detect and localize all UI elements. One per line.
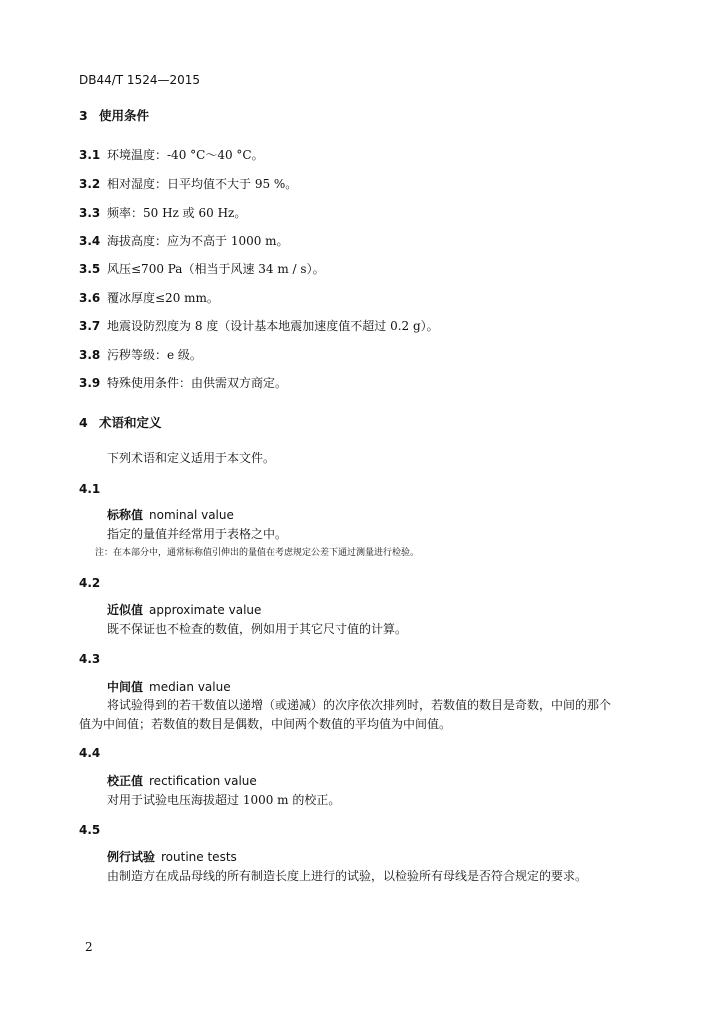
clause-3-1 bbox=[79, 149, 264, 161]
term-4-4 bbox=[107, 775, 257, 787]
clause-text: 海拔高度：应为不高于 1000 m。 bbox=[107, 234, 289, 248]
term-chinese: 近似值 bbox=[107, 603, 144, 617]
clause-number: 3.7 bbox=[79, 319, 101, 333]
clause-number: 3.9 bbox=[79, 376, 101, 390]
term-4-3 bbox=[107, 681, 231, 693]
term-4-2 bbox=[107, 604, 261, 616]
term-english: approximate value bbox=[149, 603, 262, 617]
page-number: 2 bbox=[85, 940, 93, 954]
document-header-id: DB44/T 1524—2015 bbox=[79, 73, 201, 87]
term-english: routine tests bbox=[161, 850, 237, 864]
term-4-5 bbox=[107, 851, 237, 863]
clause-3-3 bbox=[79, 207, 246, 219]
term-english: nominal value bbox=[149, 508, 234, 522]
section-4-number: 4 bbox=[79, 415, 88, 430]
section-4-title: 术语和定义 bbox=[99, 415, 162, 430]
term-4-3-definition-line-2: 值为中间值；若数值的数目是偶数，中间两个数值的平均值为中间值。 bbox=[79, 717, 452, 731]
clause-3-9 bbox=[79, 377, 287, 389]
clause-number: 3.2 bbox=[79, 177, 101, 191]
section-3-heading bbox=[79, 110, 149, 123]
term-4-1-note: 注：在本部分中，通常标称值引伸出的量值在考虑规定公差下通过测量进行检验。 bbox=[95, 548, 420, 558]
section-3-title: 使用条件 bbox=[99, 108, 150, 123]
term-4-5-definition: 由制造方在成品母线的所有制造长度上进行的试验，以检验所有母线是否符合规定的要求。 bbox=[107, 869, 588, 883]
term-chinese: 中间值 bbox=[107, 680, 144, 694]
clause-3-4 bbox=[79, 235, 289, 247]
term-english: rectification value bbox=[149, 774, 257, 788]
section-4-heading bbox=[79, 417, 162, 430]
term-chinese: 例行试验 bbox=[107, 850, 156, 864]
clause-text: 风压≤700 Pa（相当于风速 34 m / s）。 bbox=[107, 262, 325, 276]
term-4-2-definition: 既不保证也不检查的数值，例如用于其它尺寸值的计算。 bbox=[107, 622, 408, 636]
clause-number: 3.5 bbox=[79, 262, 101, 276]
term-chinese: 标称值 bbox=[107, 508, 144, 522]
clause-text: 污秽等级：e 级。 bbox=[107, 348, 202, 362]
clause-text: 覆冰厚度≤20 mm。 bbox=[107, 291, 219, 305]
term-chinese: 校正值 bbox=[107, 774, 144, 788]
clause-text: 频率：50 Hz 或 60 Hz。 bbox=[107, 206, 247, 220]
term-number-4-5: 4.5 bbox=[79, 823, 101, 837]
section-3-number: 3 bbox=[79, 108, 88, 123]
clause-3-6 bbox=[79, 292, 219, 304]
term-number-4-3: 4.3 bbox=[79, 652, 101, 666]
clause-text: 相对湿度：日平均值不大于 95 %。 bbox=[107, 177, 298, 191]
term-number-4-4: 4.4 bbox=[79, 746, 101, 760]
term-english: median value bbox=[149, 680, 231, 694]
section-4-intro: 下列术语和定义适用于本文件。 bbox=[107, 451, 276, 465]
clause-3-7 bbox=[79, 320, 439, 332]
clause-text: 特殊使用条件：由供需双方商定。 bbox=[107, 376, 288, 390]
term-4-3-definition-line-1: 将试验得到的若干数值以递增（或递减）的次序依次排列时，若数值的数目是奇数，中间的那个 bbox=[107, 698, 612, 712]
clause-3-5 bbox=[79, 263, 325, 275]
term-number-4-1: 4.1 bbox=[79, 482, 101, 496]
clause-3-2 bbox=[79, 178, 297, 190]
clause-number: 3.1 bbox=[79, 148, 101, 162]
clause-number: 3.8 bbox=[79, 348, 101, 362]
term-4-1 bbox=[107, 509, 234, 521]
clause-text: 环境温度：-40 °C～40 °C。 bbox=[107, 148, 264, 162]
clause-number: 3.6 bbox=[79, 291, 101, 305]
clause-number: 3.3 bbox=[79, 206, 101, 220]
term-4-1-definition: 指定的量值并经常用于表格之中。 bbox=[107, 527, 288, 541]
term-number-4-2: 4.2 bbox=[79, 576, 101, 590]
term-4-4-definition: 对用于试验电压海拔超过 1000 m 的校正。 bbox=[107, 793, 341, 807]
clause-number: 3.4 bbox=[79, 234, 101, 248]
clause-text: 地震设防烈度为 8 度（设计基本地震加速度值不超过 0.2 g）。 bbox=[107, 319, 439, 333]
clause-3-8 bbox=[79, 349, 202, 361]
